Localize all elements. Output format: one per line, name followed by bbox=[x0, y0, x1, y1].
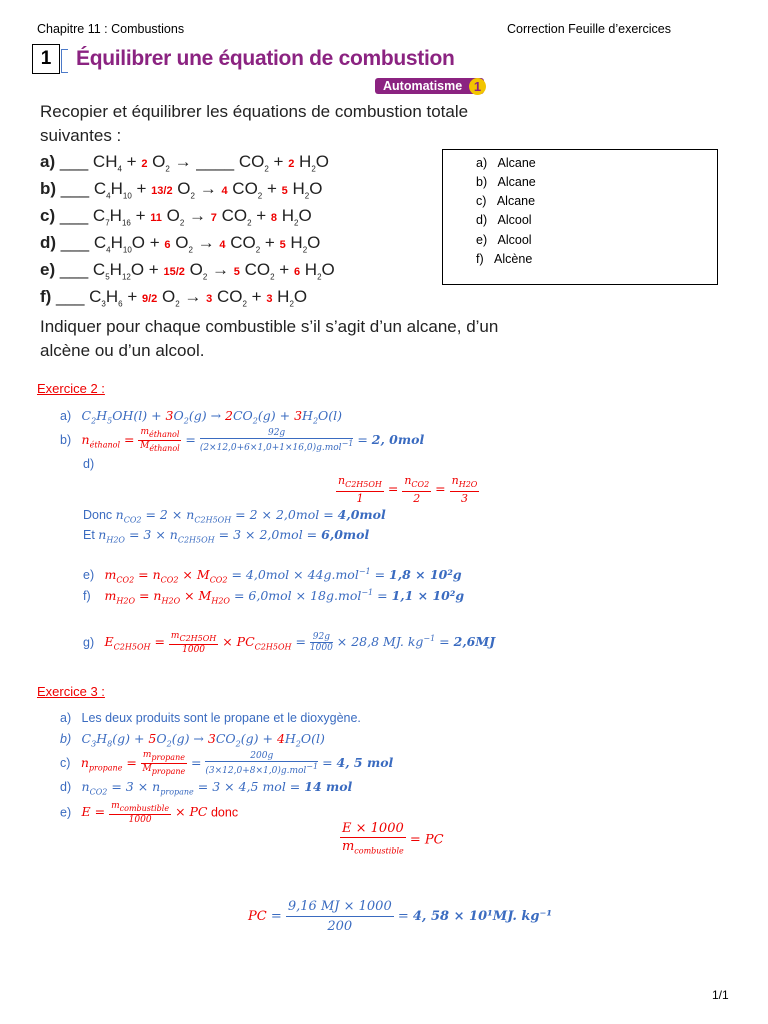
ex3-b: b) $C_3H_8(g) + 5O_2(g) \to 3CO_2(g) + 4H_2O(l)$ bbox=[60, 731, 325, 749]
ex3-d: d) $n_{CO2} = 3 \times n_{propane} = 3 \times 4,5$ mol = 14 mol bbox=[60, 779, 353, 797]
ex2-b: b) $n_{éthanol}$ = $\frac{m_{éthanol}}{M_{éthanol}}$ = $\frac{92g}{(2\times 12,0+6\times 1,0+1\times 16,0)g.mol^{-1}}$ = 2, 0mol bbox=[60, 427, 425, 453]
automatisme-badge: Automatisme bbox=[375, 78, 484, 94]
page-number: 1/1 bbox=[712, 988, 729, 1002]
equation-b: b) ___ $C_4H_{10} + 13/2$ $O_2 \to 4$ $CO_2 + 5$ $H_2O$ bbox=[40, 179, 323, 201]
ex3-pc-result: PC = $\frac{9,16 MJ \times 1000}{200}$ = 4, 58 × 10¹MJ. kg⁻¹ bbox=[248, 899, 553, 934]
ex2-e: e) $m_{CO2} = n_{CO2} \times M_{CO2} = 4,0mol \times 44g.mol^{-1} = 1,8 \times 10^2g$ bbox=[83, 567, 462, 585]
ex2-donc: Donc $n_{CO2} = 2 \times n_{C2H5OH} = 2 \times 2,0mol = 4,0mol$ bbox=[83, 507, 386, 525]
ex2-a: a) $C_2H_5OH(l) + 3O_2(g) \to 2CO_2(g) + 3H_2O(l)$ bbox=[60, 408, 343, 426]
ex2-d-ratio: $\frac{n_{C2H5OH}}{1}$ = $\frac{n_{CO2}}{2}$ = $\frac{n_{H2O}}{3}$ bbox=[338, 474, 478, 506]
exercise-3-heading: Exercice 3 : bbox=[37, 684, 105, 699]
ex2-g: g) $E_{C2H5OH}$ = $\frac{m_{C2H5OH}}{1000}$ × $PC_{C2H5OH}$ = $\frac{92g}{1000}$ × 28,8 MJ. $kg^{-1} = 2,6MJ$ bbox=[83, 631, 496, 655]
header-left: Chapitre 11 : Combustions bbox=[37, 22, 185, 36]
answer-d: d) Alcool bbox=[476, 213, 532, 227]
ex3-a: a) Les deux produits sont le propane et le dioxygène. bbox=[60, 711, 361, 725]
ex3-e: e) E = $\frac{m_{combustible}}{1000}$ × PC donc bbox=[60, 801, 239, 825]
ex2-et: Et $n_{H2O} = 3 \times n_{C2H5OH} = 3 \times 2,0mol = 6,0mol$ bbox=[83, 527, 370, 545]
ex2-d-label: d) bbox=[83, 457, 95, 471]
automatisme-number: 1 bbox=[469, 78, 486, 95]
exercise-title: Équilibrer une équation de combustion bbox=[76, 47, 455, 70]
equation-e: e) ___ $C_5H_{12}O + 15/2$ $O_2 \to 5$ $CO_2 + 6$ $H_2O$ bbox=[40, 260, 335, 282]
title-bracket bbox=[61, 49, 68, 73]
answer-c: c) Alcane bbox=[476, 194, 536, 208]
answer-e: e) Alcool bbox=[476, 233, 532, 247]
answer-b: b) Alcane bbox=[476, 175, 536, 189]
equation-a: a) ___ $CH_4 + 2$ $O_2$ → ____ $CO_2 + 2$ $H_2O$ bbox=[40, 152, 329, 174]
exercise-number: 1 bbox=[32, 44, 60, 74]
instruction: Recopier et équilibrer les équations de combustion totale suivantes : bbox=[40, 102, 469, 145]
ex3-c: c) $n_{propane}$ = $\frac{m_{propane}}{M_{propane}}$ = $\frac{200g}{(3\times 12,0+8\times 1,0)g.mol^{-1}}$ = 4, 5 mol bbox=[60, 750, 394, 776]
equation-c: c) ___ $C_7H_{16} + 11$ $O_2 \to 7$ $CO_2 + 8$ $H_2O$ bbox=[40, 206, 312, 228]
ex3-pc-formula: $\frac{E \times 1000}{m_{combustible}}$ = PC bbox=[341, 821, 444, 856]
equation-f: f) ___ $C_3H_6 + 9/2$ $O_2 \to 3$ $CO_2 + 3$ $H_2O$ bbox=[40, 287, 308, 309]
exercise-2-heading: Exercice 2 : bbox=[37, 381, 105, 396]
ex2-f: f) $m_{H2O} = n_{H2O} \times M_{H2O} = 6,0mol \times 18g.mol^{-1} = 1,1 \times 10^2g$ bbox=[83, 588, 465, 606]
answer-f: f) Alcène bbox=[476, 252, 533, 266]
question: Indiquer pour chaque combustible s’il s’agit d’un alcane, d’un alcène ou d’un alcool. bbox=[40, 317, 499, 360]
header-right: Correction Feuille d’exercices bbox=[507, 22, 671, 36]
answer-a: a) Alcane bbox=[476, 156, 536, 170]
equation-d: d) ___ $C_4H_{10}O + 6$ $O_2 \to 4$ $CO_2 + 5$ $H_2O$ bbox=[40, 233, 321, 255]
